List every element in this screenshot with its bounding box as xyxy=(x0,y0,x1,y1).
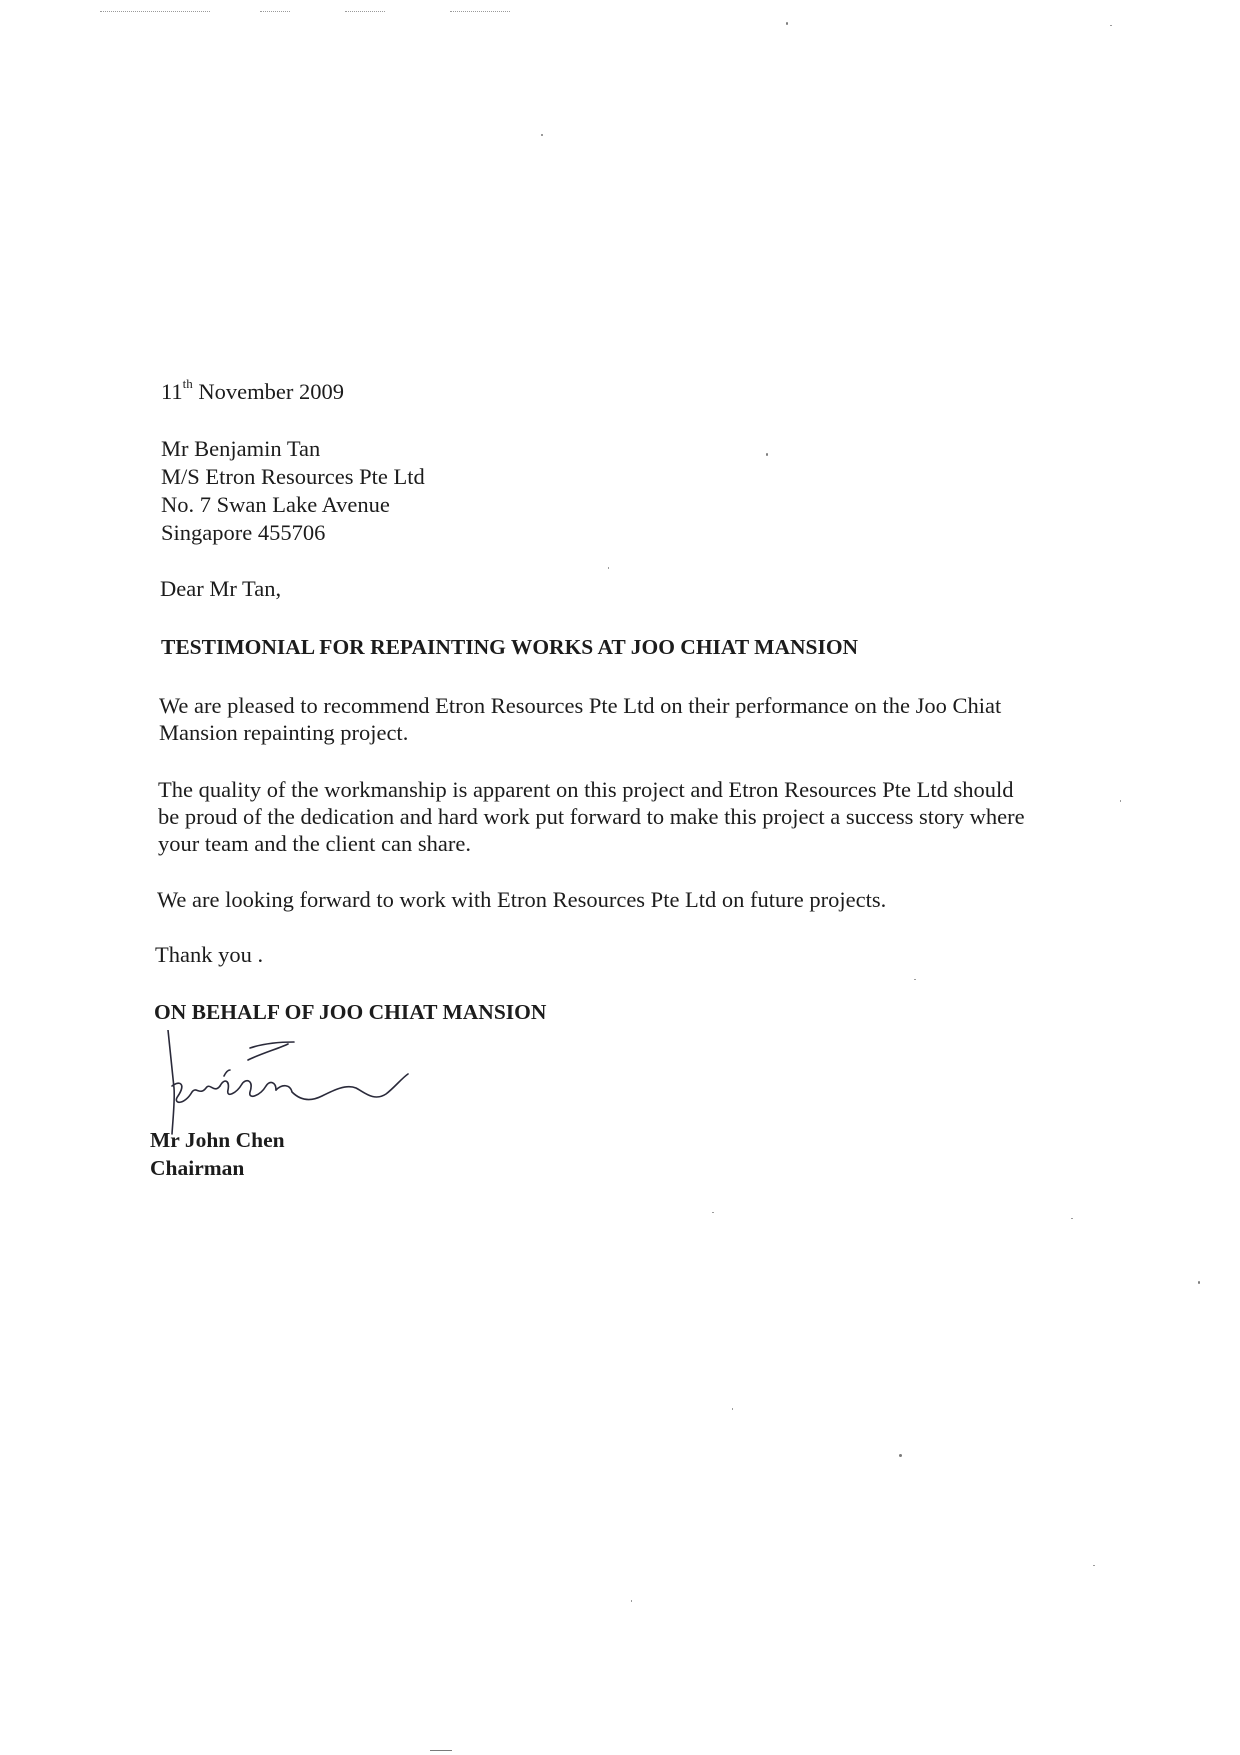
scan-artifact-top-mid xyxy=(260,11,290,13)
signatory-title: Chairman xyxy=(150,1156,245,1180)
date-suffix: th xyxy=(182,375,193,391)
scan-speck xyxy=(541,134,543,136)
on-behalf-line: ON BEHALF OF JOO CHIAT MANSION xyxy=(154,1000,547,1024)
subject-heading: TESTIMONIAL FOR REPAINTING WORKS AT JOO CHIAT MANSION xyxy=(161,635,859,659)
scan-speck xyxy=(766,453,768,456)
paragraph-line: be proud of the dedication and hard work put forward to make this project a success story where xyxy=(158,804,1025,829)
scan-artifact-top-mid2 xyxy=(345,11,385,13)
scan-speck xyxy=(914,979,916,980)
paragraph-line: We are pleased to recommend Etron Resources Pte Ltd on their performance on the Joo Chiat xyxy=(159,693,1002,718)
paragraph-1 xyxy=(159,692,1139,746)
handwritten-signature xyxy=(150,1030,440,1140)
scan-speck xyxy=(899,1454,902,1457)
scan-speck xyxy=(631,1600,632,1602)
paragraph-3 xyxy=(157,886,1137,913)
scan-speck xyxy=(732,1408,733,1410)
scan-speck xyxy=(712,1212,714,1213)
paragraph-line: We are looking forward to work with Etron Resources Pte Ltd on future projects. xyxy=(157,887,887,912)
scan-speck xyxy=(1093,1565,1095,1566)
closing-thanks: Thank you . xyxy=(155,942,264,967)
paragraph-line: Mansion repainting project. xyxy=(159,720,409,745)
scan-artifact-top-left xyxy=(100,11,210,13)
paragraph-line: your team and the client can share. xyxy=(158,831,471,856)
recipient-address-line: No. 7 Swan Lake Avenue xyxy=(161,492,390,517)
date-day: 11 xyxy=(161,379,183,404)
scan-speck xyxy=(608,567,609,569)
paragraph-line: The quality of the workmanship is apparent on this project and Etron Resources Pte Ltd should xyxy=(158,777,1014,802)
signatory-name: Mr John Chen xyxy=(150,1128,285,1152)
scan-artifact-top-right xyxy=(450,11,510,13)
scan-speck xyxy=(1071,1218,1073,1219)
scan-speck xyxy=(786,22,788,25)
paragraph-2 xyxy=(158,776,1138,857)
date-month-year: November 2009 xyxy=(198,379,345,404)
recipient-name: Mr Benjamin Tan xyxy=(161,436,321,461)
scan-speck xyxy=(1110,25,1112,26)
recipient-company: M/S Etron Resources Pte Ltd xyxy=(161,464,425,489)
scan-speck xyxy=(430,1750,452,1751)
scan-speck xyxy=(1198,1281,1200,1284)
salutation: Dear Mr Tan, xyxy=(160,576,282,601)
letter-date xyxy=(161,375,345,405)
recipient-city-postal: Singapore 455706 xyxy=(161,520,326,545)
